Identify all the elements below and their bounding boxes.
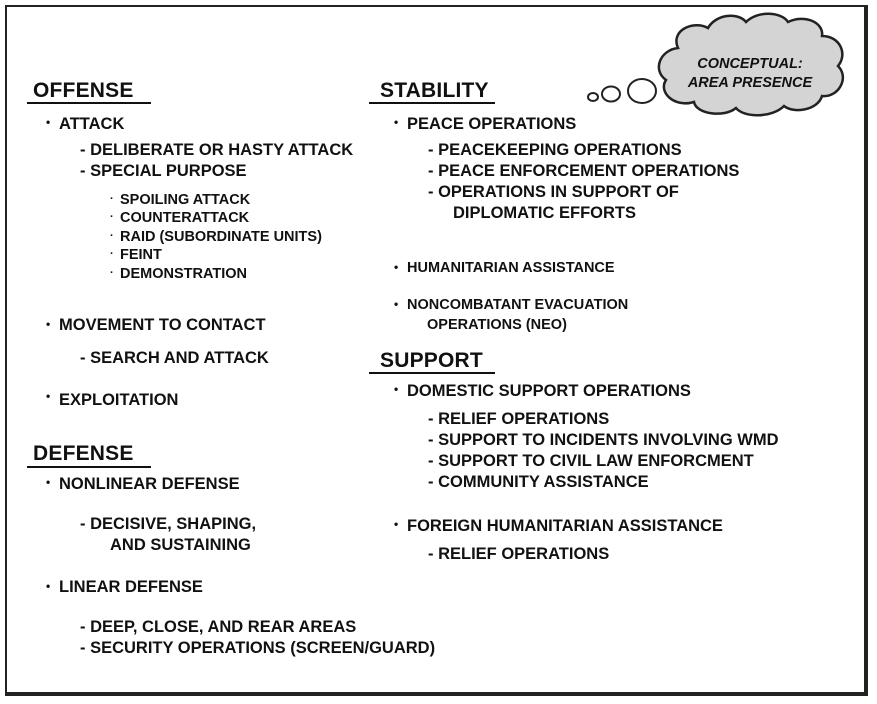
offense-exploitation: EXPLOITATION: [59, 391, 179, 409]
thought-bubble-large: [628, 79, 656, 103]
stability-peacekeeping: - PEACEKEEPING OPERATIONS: [428, 141, 682, 159]
bullet: •: [46, 389, 51, 403]
offense-demonstration: DEMONSTRATION: [120, 266, 248, 282]
sub-bullet: ·: [110, 267, 114, 279]
defense-decisive-line2: AND SUSTAINING: [110, 536, 251, 554]
cloud-label-line1: CONCEPTUAL:: [697, 56, 803, 72]
thought-bubble-medium: [602, 87, 620, 102]
offense-movement: MOVEMENT TO CONTACT: [59, 316, 266, 334]
defense-security: - SECURITY OPERATIONS (SCREEN/GUARD): [80, 639, 436, 657]
offense-heading-underline: [27, 102, 151, 104]
support-heading: SUPPORT: [380, 349, 483, 372]
offense-special: - SPECIAL PURPOSE: [80, 162, 247, 180]
defense-decisive-line1: - DECISIVE, SHAPING,: [80, 515, 257, 533]
bullet: •: [46, 579, 51, 593]
defense-heading: DEFENSE: [33, 442, 134, 465]
bullet: •: [394, 297, 399, 311]
support-relief-2: - RELIEF OPERATIONS: [428, 545, 610, 563]
offense-search: - SEARCH AND ATTACK: [80, 349, 269, 367]
bullet: •: [46, 115, 51, 129]
stability-heading: STABILITY: [380, 79, 489, 102]
defense-deep: - DEEP, CLOSE, AND REAR AREAS: [80, 618, 357, 636]
stability-neo-line1: NONCOMBATANT EVACUATION: [407, 297, 629, 313]
support-relief: - RELIEF OPERATIONS: [428, 410, 610, 428]
defense-nonlinear: NONLINEAR DEFENSE: [59, 475, 240, 493]
offense-spoiling: SPOILING ATTACK: [120, 192, 251, 208]
support-domestic: DOMESTIC SUPPORT OPERATIONS: [407, 382, 691, 400]
bullet: •: [46, 317, 51, 331]
sub-bullet: ·: [110, 230, 114, 242]
stability-ops-support-line2: DIPLOMATIC EFFORTS: [453, 204, 637, 222]
offense-raid: RAID (SUBORDINATE UNITS): [120, 229, 322, 245]
support-wmd: - SUPPORT TO INCIDENTS INVOLVING WMD: [428, 431, 779, 449]
defense-heading-underline: [27, 466, 151, 468]
support-community: - COMMUNITY ASSISTANCE: [428, 473, 649, 491]
sub-bullet: ·: [110, 193, 114, 205]
support-foreign: FOREIGN HUMANITARIAN ASSISTANCE: [407, 517, 723, 535]
defense-linear: LINEAR DEFENSE: [59, 578, 203, 596]
offense-counterattack: COUNTERATTACK: [120, 210, 250, 226]
stability-humanitarian: HUMANITARIAN ASSISTANCE: [407, 260, 615, 276]
support-heading-underline: [369, 372, 495, 374]
stability-peace: PEACE OPERATIONS: [407, 115, 577, 133]
sub-bullet: ·: [110, 248, 114, 260]
cloud-label-line2: AREA PRESENCE: [687, 75, 813, 91]
support-civil: - SUPPORT TO CIVIL LAW ENFORCMENT: [428, 452, 754, 470]
offense-feint: FEINT: [120, 247, 162, 263]
stability-neo-line2: OPERATIONS (NEO): [427, 317, 567, 333]
stability-enforcement: - PEACE ENFORCEMENT OPERATIONS: [428, 162, 740, 180]
stability-heading-underline: [369, 102, 495, 104]
offense-heading: OFFENSE: [33, 79, 134, 102]
sub-bullet: ·: [110, 211, 114, 223]
bullet: •: [46, 475, 51, 489]
thought-bubble-small: [588, 93, 598, 101]
bullet: •: [394, 517, 399, 531]
offense-deliberate: - DELIBERATE OR HASTY ATTACK: [80, 141, 354, 159]
bullet: •: [394, 260, 399, 274]
bullet: •: [394, 115, 399, 129]
bullet: •: [394, 382, 399, 396]
offense-attack: ATTACK: [59, 115, 125, 133]
stability-ops-support-line1: - OPERATIONS IN SUPPORT OF: [428, 183, 679, 201]
